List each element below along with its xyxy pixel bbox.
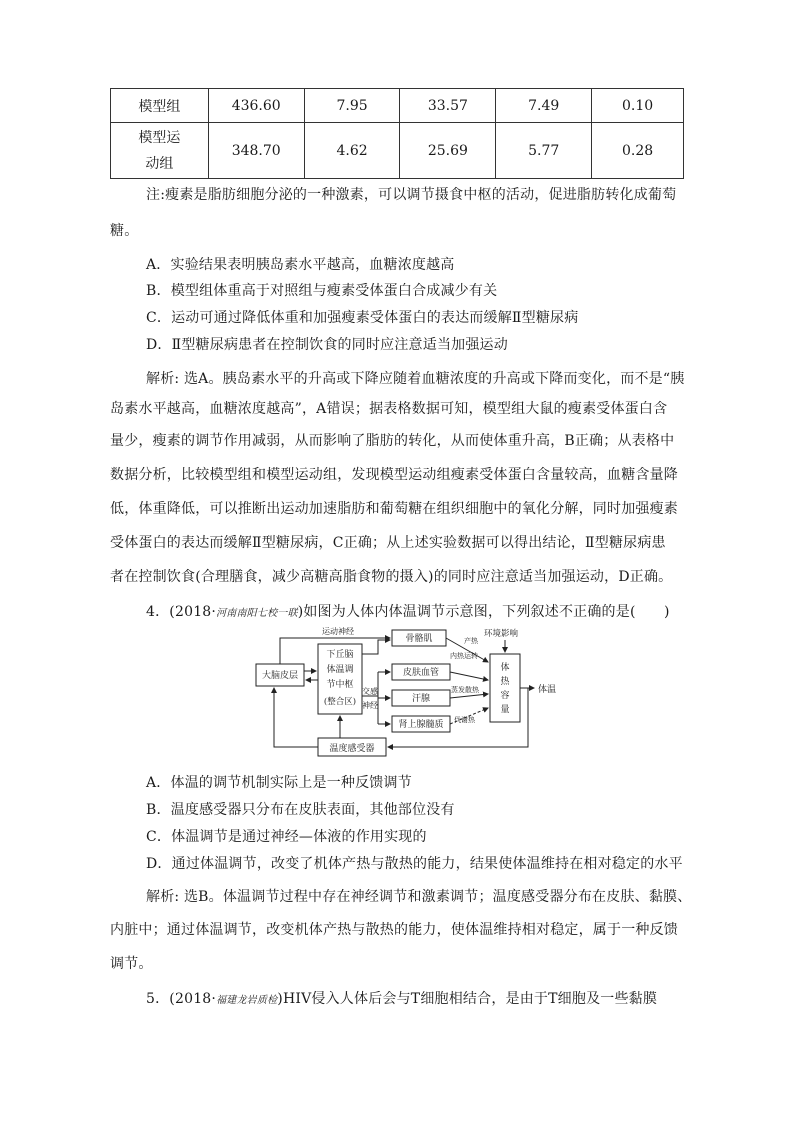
- heat-label-2: 热: [500, 677, 510, 687]
- q4-source: 河南南阳七校一联: [216, 608, 298, 619]
- table-cell: 348.70: [208, 123, 304, 179]
- q5-stem: [146, 988, 657, 1008]
- table-cell: 4.62: [304, 123, 400, 179]
- sympathetic-label-2: 神经: [362, 701, 378, 710]
- row-name-line2: 动组: [145, 155, 174, 172]
- cortex-label: 大脑皮层: [261, 671, 299, 681]
- table-cell: 0.28: [592, 123, 684, 179]
- q4-explanation-line3: 调节。: [110, 956, 153, 972]
- q3-option-d: D．Ⅱ型糖尿病患者在控制饮食的同时应注意适当加强运动: [146, 337, 508, 353]
- q5-number: 5．(: [146, 991, 175, 1007]
- body-temp-label: 体温: [538, 685, 557, 695]
- table-cell: 25.69: [400, 123, 496, 179]
- table-cell: 5.77: [496, 123, 592, 179]
- center-label-3: 节中枢: [326, 680, 354, 690]
- sensor-label: 温度感受器: [329, 744, 375, 754]
- q5-year: 2018·: [174, 991, 217, 1007]
- q4-explanation-line2: 内脏中；通过体温调节，改变机体产热与散热的能力，使体温维持相对稳定，属于一种反馈: [110, 922, 678, 938]
- evaporation-label: 蒸发散热: [451, 686, 479, 694]
- q5-stem-text: )HIV侵入人体后会与T细胞相结合，是由于T细胞及一些黏膜: [277, 991, 658, 1007]
- table-cell: 7.95: [304, 89, 400, 123]
- transport-label: 内热运转: [450, 652, 478, 660]
- table-row: [111, 89, 684, 123]
- q4-stem: [146, 601, 670, 621]
- sweat-label: 汗腺: [411, 694, 431, 704]
- q4-option-c: C．体温调节是通过神经—体液的作用实现的: [146, 829, 427, 845]
- vessel-label: 皮肤血管: [402, 668, 440, 678]
- q3-explanation-line2: 岛素水平越高，血糖浓度越高”，A错误；据表格数据可知，模型组大鼠的瘦素受体蛋白含: [110, 401, 668, 417]
- sympathetic-label-1: 交感: [362, 687, 378, 696]
- heat-label-1: 体: [500, 663, 510, 673]
- thermoregulation-diagram: [250, 626, 570, 760]
- q3-explanation-line4: 数据分析，比较模型组和模型运动组，发现模型运动组瘦素受体蛋白含量较高，血糖含量降: [110, 467, 678, 483]
- heat-label-3: 容: [500, 691, 510, 701]
- table-cell: 33.57: [400, 89, 496, 123]
- q4-explanation-line1: 解析: 选B。体温调节过程中存在神经调节和激素调节；温度感受器分布在皮肤、黏膜、: [146, 889, 692, 905]
- q3-option-c: C．运动可通过降低体重和加强瘦素受体蛋白的表达而缓解Ⅱ型糖尿病: [146, 310, 579, 326]
- adrenal-label: 肾上腺髓质: [398, 720, 444, 730]
- q4-stem-text: )如图为人体内体温调节示意图，下列叙述不正确的是( ): [297, 604, 670, 620]
- table-row: [111, 123, 684, 179]
- q3-explanation-line5: 低，体重降低，可以推断出运动加速脂肪和葡萄糖在组织细胞中的氧化分解，同时加强瘦素: [110, 501, 678, 517]
- row-name-line1: 模型运: [138, 129, 181, 146]
- center-label-2: 体温调: [326, 665, 354, 675]
- q4-option-a: A．体温的调节机制实际上是一种反馈调节: [146, 775, 412, 791]
- heat-label-4: 量: [500, 705, 510, 715]
- table-cell: 模型组: [111, 89, 209, 123]
- produce-heat-label: 产热: [464, 637, 478, 645]
- q3-option-b: B．模型组体重高于对照组与瘦素受体蛋白合成减少有关: [146, 283, 498, 299]
- table-cell: 0.10: [592, 89, 684, 123]
- q4-option-d: D．通过体温调节，改变了机体产热与散热的能力，结果使体温维持在相对稳定的水平: [146, 856, 683, 872]
- table-cell: 7.49: [496, 89, 592, 123]
- q3-option-a: A．实验结果表明胰岛素水平越高，血糖浓度越高: [146, 257, 455, 273]
- q4-year: 2018·: [174, 604, 217, 620]
- table-cell: [111, 123, 209, 179]
- metabolic-heat-label: 代谢热: [454, 716, 475, 724]
- data-table: [110, 88, 684, 179]
- q3-note-line2: 糖。: [110, 223, 139, 239]
- q3-explanation-line6: 受体蛋白的表达而缓解Ⅱ型糖尿病，C正确；从上述实验数据可以得出结论，Ⅱ型糖尿病患: [110, 535, 666, 551]
- q4-number: 4．(: [146, 604, 175, 620]
- motor-nerve-label: 运动神经: [322, 627, 354, 636]
- center-label-4: (整合区): [323, 697, 357, 707]
- center-label-1: 下丘脑: [326, 650, 354, 660]
- q5-source: 福建龙岩质检: [216, 995, 278, 1006]
- q3-explanation-line3: 量少，瘦素的调节作用减弱，从而影响了脂肪的转化，从而使体重升高，B正确；从表格中: [110, 433, 675, 449]
- table-cell: 436.60: [208, 89, 304, 123]
- muscle-label: 骨骼肌: [405, 634, 433, 644]
- q3-explanation-line7: 者在控制饮食(合理膳食，减少高糖高脂食物的摄入)的同时应注意适当加强运动，D正确。: [110, 569, 673, 585]
- q3-note-line1: 注:瘦素是脂肪细胞分泌的一种激素，可以调节摄食中枢的活动，促进脂肪转化成葡萄: [146, 187, 677, 203]
- environment-label: 环境影响: [484, 629, 519, 639]
- q4-option-b: B．温度感受器只分布在皮肤表面，其他部位没有: [146, 802, 455, 818]
- q3-explanation-line1: 解析: 选A。胰岛素水平的升高或下降应随着血糖浓度的升高或下降而变化，而不是“胰: [146, 371, 685, 387]
